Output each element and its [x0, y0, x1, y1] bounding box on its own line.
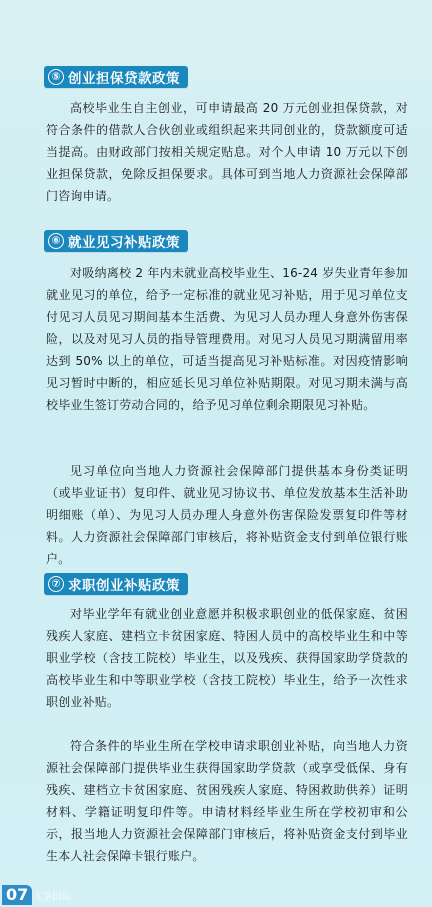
section-header-5 [44, 66, 188, 88]
section-title: 创业担保贷款政策 [68, 71, 180, 87]
section-number: ⑥ [48, 233, 64, 249]
section-paragraph: 符合条件的毕业生所在学校申请求职创业补贴，向当地人力资源社会保障部门提供毕业生获得国家助学贷款（或享受低保、身有残疾、建档立卡贫困家庭、贫困残疾人家庭、特困救助供养）证明材料、学籍证明复印件等。申请材料经毕业生所在学校初审和公示，报当地人力资源社会保障部门审核后，将补贴资金支付到毕业生本人社会保障卡银行账户。 [46, 739, 408, 863]
section-paragraph: 对毕业学年有就业创业意愿并积极求职创业的低保家庭、贫困残疾人家庭、建档立卡贫困家庭、特困人员中的高校毕业生和中等职业学校（含技工院校）毕业生，以及残疾、获得国家助学贷款的高校毕业生和中等职业学校（含技工院校）毕业生，给予一次性求职创业补贴。 [46, 607, 408, 709]
section-paragraph: 对吸纳离校 2 年内未就业高校毕业生、16-24 岁失业青年参加就业见习的单位，给予一定标准的就业见习补贴，用于见习单位支付见习人员见习期间基本生活费、为见习人员办理人身意外伤害保险，以及对见习人员的指导管理费用。对见习人员见习期满留用率达到 50% 以上的单位，可适当提高见习补贴标准。对因疫情影响见习暂时中断的，相应延长见习单位补贴期限。对见习期未满与高校毕业生签订劳动合同的，给予见习单位剩余期限见习补贴。 [46, 266, 408, 412]
section-paragraph: 高校毕业生自主创业，可申请最高 20 万元创业担保贷款，对符合条件的借款人合伙创业或组织起来共同创业的，贷款额度可适当提高。由财政部门按相关规定贴息。对个人申请 10 万元以下创业担保贷款，免除反担保要求。具体可到当地人力资源社会保障部门咨询申请。 [46, 101, 408, 203]
brand-watermark: 飞享国际 [32, 892, 72, 903]
section-paragraph: 见习单位向当地人力资源社会保障部门提供基本身份类证明（或毕业证书）复印件、就业见习协议书、单位发放基本生活补助明细账（单）、为见习人员办理人身意外伤害保险发票复印件等材料。人力资源社会保障部门审核后，将补贴资金支付到单位银行账户。 [46, 464, 408, 566]
section-number: ⑤ [48, 69, 64, 85]
page-footer [0, 885, 432, 907]
page-number: 07 [2, 885, 32, 905]
section-number: ⑦ [48, 576, 64, 592]
section-title: 求职创业补贴政策 [68, 578, 180, 594]
section-header-6 [44, 230, 188, 252]
section-header-7 [44, 573, 188, 595]
section-title: 就业见习补贴政策 [68, 235, 180, 251]
